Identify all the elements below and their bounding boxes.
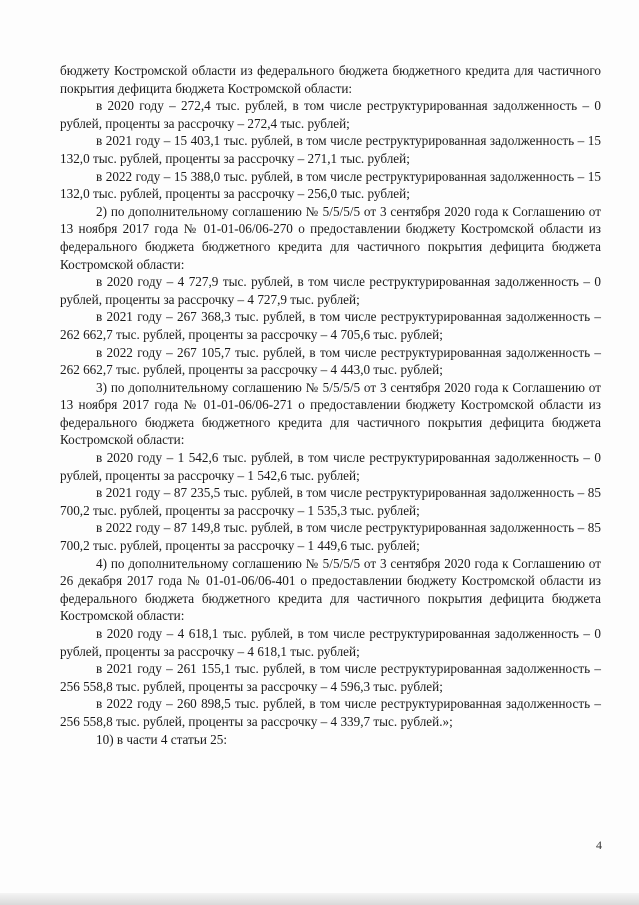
- paragraph-item2-2021: в 2021 году – 267 368,3 тыс. рублей, в том числе реструктурированная задолженность – 262 662,7 тыс. рублей, проценты за рассрочку – 4 705,6 тыс. рублей;: [60, 309, 601, 342]
- paragraph-item3-2022: в 2022 году – 87 149,8 тыс. рублей, в том числе реструктурированная задолженность – 85 700,2 тыс. рублей, проценты за рассрочку – 1 449,6 тыс. рублей;: [60, 520, 601, 554]
- paragraph-item3-2021: в 2021 году – 87 235,5 тыс. рублей, в том числе реструктурированная задолженность – 85 700,2 тыс. рублей, проценты за рассрочку – 1 535,3 тыс. рублей;: [60, 485, 601, 518]
- paragraph-item4-heading: 4) по дополнительному соглашению № 5/5/5/5 от 3 сентября 2020 года к Соглашению от 26 декабря 2017 года № 01-01-06/06-401 о предоставлении бюджету Костромской области из федерального бюджета бюджетного кредита для частичного покрытия дефицита бюджета Костромской области:: [60, 555, 601, 624]
- paragraph-item2-heading: 2) по дополнительному соглашению № 5/5/5/5 от 3 сентября 2020 года к Соглашению от 13 ноября 2017 года № 01-01-06/06-270 о предоставлении бюджету Костромской области из федерального бюджета бюджетного кредита для частичного покрытия дефицита бюджета Костромской области:: [60, 203, 601, 272]
- paragraph-item2-2020: в 2020 году – 4 727,9 тыс. рублей, в том числе реструктурированная задолженность – 0 рублей, проценты за рассрочку – 4 727,9 тыс. рублей;: [60, 274, 601, 307]
- paragraph-item1-2022: в 2022 году – 15 388,0 тыс. рублей, в том числе реструктурированная задолженность – 15 132,0 тыс. рублей, проценты за рассрочку – 256,0 тыс. рублей;: [60, 168, 601, 202]
- paragraph-item3-heading: 3) по дополнительному соглашению № 5/5/5/5 от 3 сентября 2020 года к Соглашению от 13 ноября 2017 года № 01-01-06/06-271 о предоставлении бюджету Костромской области из федерального бюджета бюджетного кредита для частичного покрытия дефицита бюджета Костромской области:: [60, 379, 601, 448]
- page-number: 4: [596, 838, 602, 852]
- document-body: [60, 62, 601, 748]
- paragraph-item2-2022: в 2022 году – 267 105,7 тыс. рублей, в том числе реструктурированная задолженность – 262 662,7 тыс. рублей, проценты за рассрочку – 4 443,0 тыс. рублей;: [60, 344, 601, 378]
- paragraph-item4-2021: в 2021 году – 261 155,1 тыс. рублей, в том числе реструктурированная задолженность – 256 558,8 тыс. рублей, проценты за рассрочку – 4 596,3 тыс. рублей;: [60, 661, 601, 694]
- paragraph-intro-continuation: бюджету Костромской области из федерального бюджета бюджетного кредита для частичного покрытия дефицита бюджета Костромской области:: [60, 63, 601, 96]
- scan-bottom-edge: [0, 893, 639, 905]
- paragraph-item1-2021: в 2021 году – 15 403,1 тыс. рублей, в том числе реструктурированная задолженность – 15 132,0 тыс. рублей, проценты за рассрочку – 271,1 тыс. рублей;: [60, 133, 601, 166]
- paragraph-item3-2020: в 2020 году – 1 542,6 тыс. рублей, в том числе реструктурированная задолженность – 0 рублей, проценты за рассрочку – 1 542,6 тыс. рублей;: [60, 450, 601, 483]
- paragraph-item4-2022: в 2022 году – 260 898,5 тыс. рублей, в том числе реструктурированная задолженность – 256 558,8 тыс. рублей, проценты за рассрочку – 4 339,7 тыс. рублей.»;: [60, 696, 601, 729]
- paragraph-item4-2020: в 2020 году – 4 618,1 тыс. рублей, в том числе реструктурированная задолженность – 0 рублей, проценты за рассрочку – 4 618,1 тыс. рублей;: [60, 626, 601, 659]
- paragraph-item1-2020: в 2020 году – 272,4 тыс. рублей, в том числе реструктурированная задолженность – 0 рублей, проценты за рассрочку – 272,4 тыс. рублей;: [60, 98, 601, 131]
- paragraph-item10-heading: 10) в части 4 статьи 25:: [96, 731, 228, 747]
